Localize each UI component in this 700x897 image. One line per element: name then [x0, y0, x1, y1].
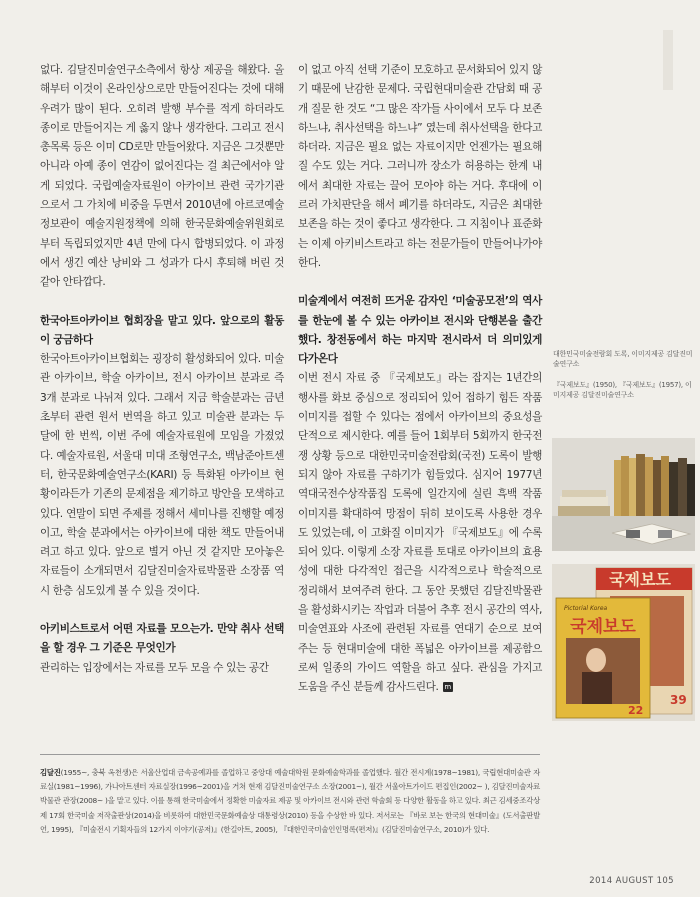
paragraph-text: 이번 전시 자료 중 『국제보도』라는 잡지는 1년간의 행사를 화보 중심으로 정리되어 있어 접하기 힘든 작품 이미지를 접할 수 있다는 점에서 아카이브의 중요성을 단적으로 제시한다. 예를 들어 1회부터 5회까지 한국전쟁 상황 등으로 대한민국미술전람회(국전) 도록이 발행되지 않아 자료를 구하기가 힘들었다. 심지어 1977년 역대국전수상작품집 도록에 일간지에 실린 흑백 작품 이미지를 확대하여 망점이 뒤히 보이도록 사용한 경우도 있었는데, 이 고화질 이미지가 『국제보도』에 수록되어 있다. 이렇게 소장 자료를 토대로 아카이브의 효용성에 대한 다각적인 접근을 시각적으로나 학술적으로 정리해서 보여주려 한다. 그 동안 못했던 김달진박물관을 활성화시키는 작업과 더불어 추후 전시 공간의 역사, 미술연표와 사조에 관련된 자료를 연대기 순으로 보여주는 등 현대미술에 대한 폭넓은 아카이브를 제공함으로써 일종의 가이드 역할을 하고 싶다. 관심을 가지고 도움을 주신 분들께 감사드린다.	[298, 372, 542, 694]
back-magazine-number: 39	[670, 693, 687, 707]
front-magazine-title: 국제보도	[570, 617, 636, 637]
interview-question: 아키비스트로서 어떤 자료를 모으는가. 만약 취사 선택을 할 경우 그 기준은 무엇인가	[40, 623, 284, 655]
paragraph: 한국아트아카이브협회는 굉장히 활성화되어 있다. 미술관 아카이브, 학술 아카이브, 전시 아카이브 분과로 즉 3개 분과로 나뉘져 있다. 그래서 지금 학술분과는 금년 초부터 관련 원서 번역을 하고 있고 미술관 분과는 두 달에 한 번씩, 이번 주에 예술자료원에 모임을 가졌었다. 예술자료원, 서울대 미대 조형연구소, 백남준아트센터, 한국문화예술연구소(KARI) 등 특화된 아카이브 현황이라든가 기존의 문제점을 제기하고 방안을 모색하고 있다. 연말이 되면 주제를 정해서 세미나를 진행할 예정이고, 학술 분과에서는 아카이브에 대한 책도 만들어내려고 하고 있다. 앞으로 별거 아닌 것 같지만 모아놓은 자료들이 소개되면서 김달진미술자료박물관 소장품 역시 한층 심도있게 볼 수 있을 것이다.	[40, 353, 284, 597]
interview-question: 한국아트아카이브 협회장을 맡고 있다. 앞으로의 활동이 궁금하다	[40, 314, 284, 346]
kukje-bodo-magazines-photo	[552, 564, 695, 721]
books-illustration	[552, 438, 695, 551]
paragraph: 이 없고 아직 선택 기준이 모호하고 문서화되어 있지 않기 때문에 난감한 문제다. 국립현대미술관 간담회 때 공개 질문 한 것도 “그 많은 작가들 사이에서 모두 다 보존하느냐, 취사선택을 하느냐” 였는데 취사선택을 한다고 하더라. 지금은 필요 없는 자료이지만 언젠가는 필요해 질 수도 있는 거다. 그러니까 장소가 허용하는 한계 내에서 최대한 자료는 끌어 모아야 하는 거다. 후대에 이르러 가치판단을 해서 폐기를 하더라도, 지금은 최대한 보존을 하는 것이 좋다고 생각한다. 그 지침이나 표준화는 이제 아키비스트라고 하는 전문가들이 만들어나가야 한다.	[298, 64, 542, 269]
image-caption: 대한민국미술전람회 도록, 이미지제공 김달진미술연구소	[553, 350, 693, 368]
divider	[40, 754, 540, 755]
image-caption: 『국제보도』(1950), 『국제보도』(1957), 이미지제공 김달진미술연구소	[553, 381, 692, 399]
exhibition-catalogs-photo	[552, 438, 695, 551]
back-magazine-title: 국제보도	[609, 570, 671, 589]
paragraph	[298, 369, 542, 697]
bio-text: (1955~, 충북 옥천생)은 서울산업대 금속공예과를 졸업하고 중앙대 예술대학원 문화예술학과를 졸업했다. 월간 전시계(1978~1981), 국립현대미술관 자료실(1981~1996), 가나아트센터 자료실장(1996~2001)을 거쳐 현재 김달진미술연구소 소장(2001~), 월간 서울아트가이드 편집인(2002~ ), 김달진미술자료박물관 관장(2008~ )을 맡고 있다. 이를 통해 한국미술에서 정확한 미술자료 제공 및 아카이브 전시와 관련 학술회 등 다양한 활동을 하고 있다. 최근 김세중조각상 제 17회 한국미술 저작출판상(2014)을 비롯하여 대한민국문화예술상 대통령상(2010) 등을 수상한 바 있다. 저서로는 『바로 보는 한국의 현대미술』(도서출판발언, 1995), 『미술전시 기획자들의 12가지 이야기(공저)』(한길아트, 2005), 『대한민국미술인인명록(편저)』(김달진미술연구소, 2010)가 있다.	[40, 768, 540, 834]
paragraph: 없다. 김달진미술연구소측에서 항상 제공을 해왔다. 올해부터 이것이 온라인상으로만 만들어진다는 것에 대해 우려가 많이 된다. 오히려 발행 부수를 적게 하더라도 종이로 만들어지는 게 옳지 않나 생각한다. 그리고 전시 총목록 등은 이미 CD로만 만들어왔다. 지금은 그것뿐만 아니라 아예 종이 연감이 없어진다는 걸 최근에서야 알게 되었다. 국립예술자료원이 아카이브 관련 국가기관으로서 그 가치에 비중을 두면서 2010년에 아르코예술정보관이 예술지원정책에 의해 한국문화예술위원회로부터 독립되었지만 4년 만에 다시 합병되었다. 이 과정에서 생긴 예산 낭비와 그 성과가 다시 후퇴해 버린 것 같아 안타깝다.	[40, 64, 284, 289]
page-footer: 2014 AUGUST 105	[589, 876, 674, 886]
front-magazine-english: Pictorial Korea	[564, 605, 608, 612]
article-end-mark-icon: m	[444, 683, 451, 692]
article-right-column	[298, 61, 542, 698]
page-edge-decoration-icon	[655, 30, 681, 90]
front-magazine-number: 22	[628, 704, 644, 717]
author-bio	[40, 766, 540, 837]
article-left-column	[40, 61, 284, 678]
magazines-illustration	[552, 564, 695, 721]
paragraph: 관리하는 입장에서는 자료를 모두 모을 수 있는 공간	[40, 661, 269, 674]
interview-question: 미술계에서 여전히 뜨거운 감자인 ‘미술공모전’의 역사를 한눈에 볼 수 있는 아카이브 전시와 단행본을 출간했다. 창전동에서 하는 마지막 전시라서 더 의미있게 다가온다	[298, 295, 542, 366]
bio-name: 김달진	[40, 768, 61, 777]
